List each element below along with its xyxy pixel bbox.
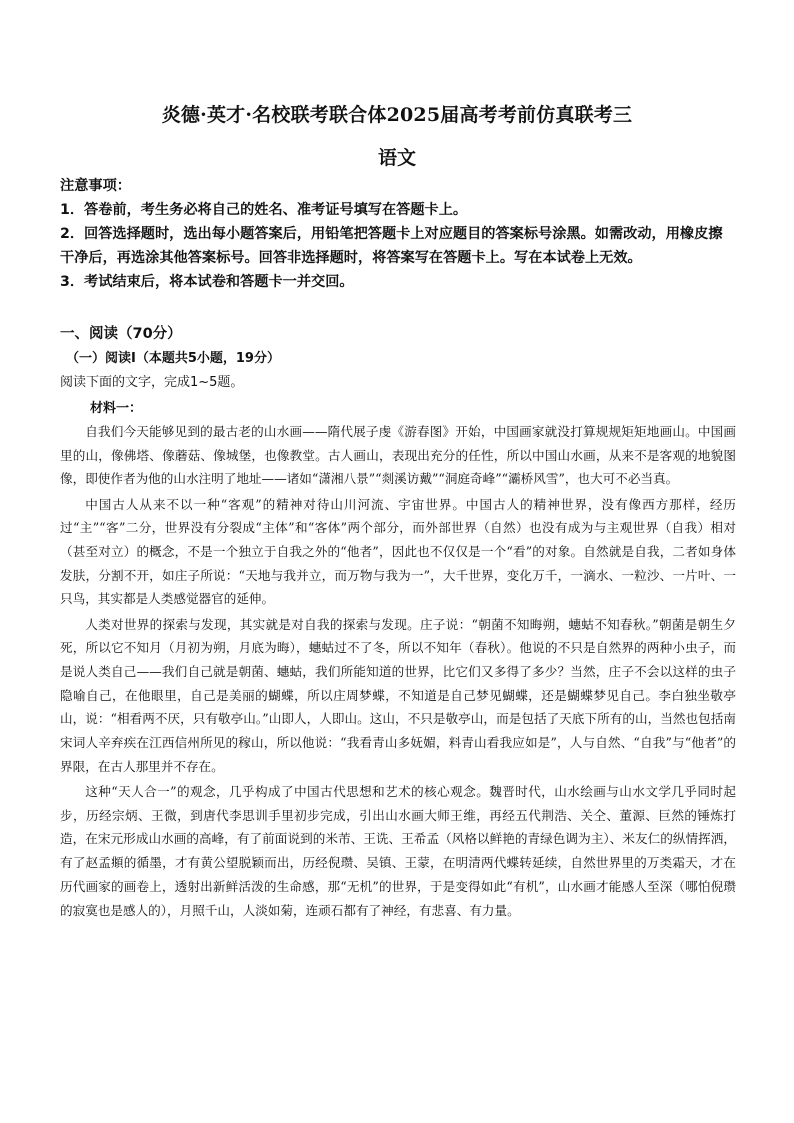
paragraph: 中国古人从来不以一种“客观”的精神对待山川河流、宇宙世界。中国古人的精神世界，没有像西方那样，经历过“主”“客”二分，世界没有分裂成“主体”和“客体”两个部分，而外部世界（自然）也没有成为与主观世界（自我）相对（甚至对立）的概念，不是一个独立于自我之外的“他者”，因此也不仅仅是一个“看”的对象。自然就是自我，二者如身体发肤，分割不开，如庄子所说：“天地与我并立，而万物与我为一”，大千世界，变化万千，一滴水、一粒沙、一片叶、一只鸟，其实都是人类感觉器官的延伸。 [60,496,736,607]
paragraph: 自我们今天能够见到的最古老的山水画——隋代展子虔《游春图》开始，中国画家就没打算规规矩矩地画山。中国画里的山，像佛塔、像蘑菇、像城堡，也像教堂。古人画山，表现出充分的任性，所以中国山水画，从来不是客观的地貌图像，即使作者为他的山水注明了地址——诸如“潇湘八景”“剡溪访戴”“洞庭奇峰”“灞桥风雪”，也大可不必当真。 [60,424,736,487]
part-title: 一、阅读（70分） [60,326,182,342]
material-label: 材料一： [90,401,143,416]
material-text [60,420,736,924]
paragraph: 这种“天人合一”的观念，几乎构成了中国古代思想和艺术的核心观念。魏晋时代，山水绘画与山水文学几乎同时起步，历经宗炳、王微，到唐代李思训手里初步完成，引出山水画大师王维，再经五代荆浩、关仝、董源、巨然的锤炼打造，在宋元形成山水画的高峰，有了前面说到的米芾、王诜、王希孟（风格以鲜艳的青绿色调为主）、米友仁的纵情挥洒，有了赵孟頫的循墨，才有黄公望脱颖而出，历经倪瓒、吴镇、王蒙，在明清两代蝶转延续，自然世界里的万类霜天，才在历代画家的画卷上，透射出新鲜活泼的生命感，那“无机”的世界，于是变得如此“有机”，山水画才能感人至深（哪怕倪瓒的寂寞也是感人的），月照千山，人淡如菊，连顽石都有了神经，有悲喜、有力量。 [60,784,736,918]
sub-section-title: （一）阅读Ⅰ（本题共5小题，19分） [66,351,280,366]
subject-title: 语文 [377,147,416,169]
notices-heading: 注意事项： [60,178,131,194]
notices-block [60,174,736,294]
notice-item: 2．回答选择题时，选出每小题答案后，用铅笔把答题卡上对应题目的答案标号涂黑。如需改动，用橡皮擦干净后，再选涂其他答案标号。回答非选择题时，将答案写在答题卡上。写在本试卷上无效。 [60,226,723,266]
notice-item: 1．答卷前，考生务必将自己的姓名、准考证号填写在答题卡上。 [60,202,468,218]
reading-instruction: 阅读下面的文字，完成1~5题。 [60,375,244,390]
notice-item: 3．考试结束后，将本试卷和答题卡一并交回。 [60,274,354,290]
paragraph: 人类对世界的探索与发现，其实就是对自我的探索与发现。庄子说：“朝菌不知晦朔，蟪蛄不知春秋。”朝菌是朝生夕死，所以它不知月（月初为朔，月底为晦），蟪蛄过不了冬，所以不知年（春秋）。他说的不只是自然界的两种小虫子，而是说人类自己——我们自己就是朝菌、蟪蛄，我们所能知道的世界，比它们又多得了多少？当然，庄子不会以这样的虫子隐喻自己，在他眼里，自己是美丽的蝴蝶，所以庄周梦蝶，不知道是自己梦见蝴蝶，还是蝴蝶梦见自己。李白独坐敬亭山，说：“相看两不厌，只有敬亭山。”山即人，人即山。这山，不只是敬亭山，而是包括了天底下所有的山，当然也包括南宋词人辛弃疾在江西信州所见的稼山，所以他说：“我看青山多妩媚，料青山看我应如是”，人与自然、“自我”与“他者”的界限，在古人那里并不存在。 [60,616,736,774]
exam-title: 炎德·英才·名校联考联合体2025届高考考前仿真联考三 [161,104,633,126]
